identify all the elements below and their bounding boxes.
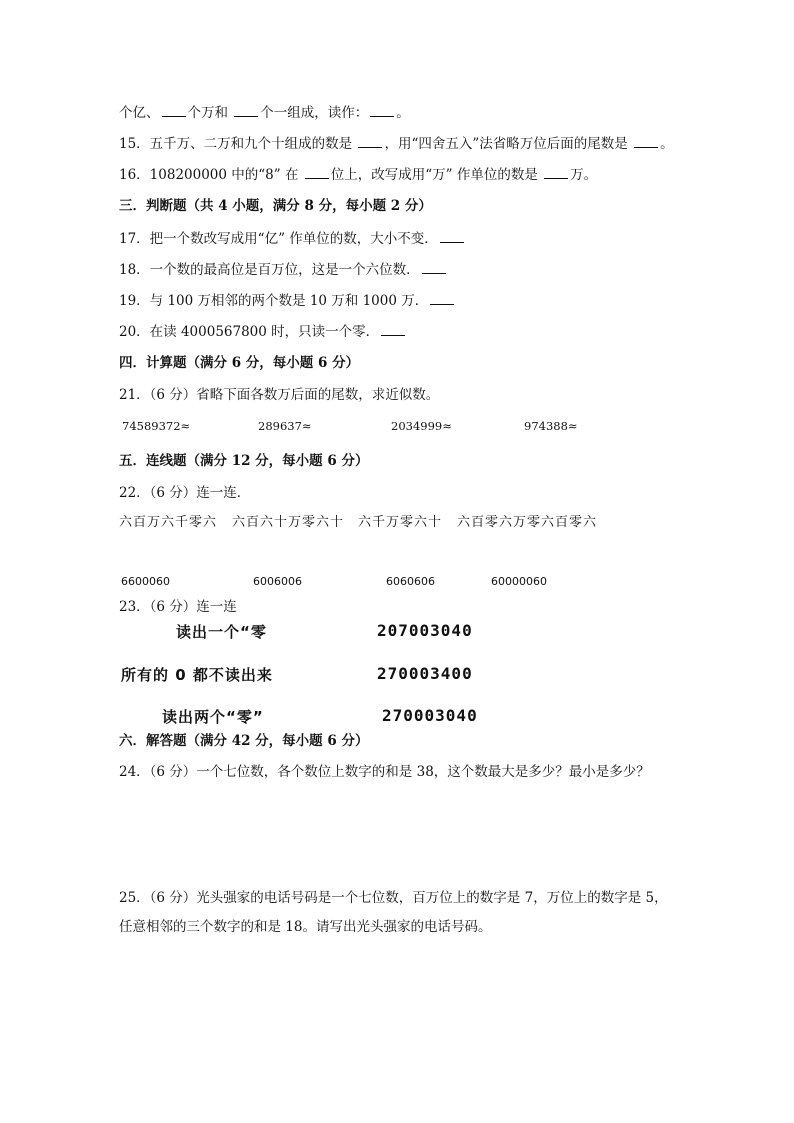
- q22-word: 六百六十万零六十: [232, 515, 345, 530]
- q22-number: 6600060: [121, 575, 170, 588]
- answer-blank[interactable]: [430, 292, 454, 305]
- q22-word: 六百万六千零六: [119, 515, 218, 530]
- section-4-heading: 四．计算题（满分 6 分，每小题 6 分）: [119, 355, 360, 371]
- q22-number: 6006006: [253, 575, 302, 588]
- q23-right-item: 207003040: [377, 621, 473, 640]
- answer-blank[interactable]: [234, 104, 258, 117]
- answer-blank[interactable]: [162, 104, 186, 117]
- question-15: 15．五千万、二万和九个十组成的数是 ，用“四舍五入”法省略万位后面的尾数是 。: [119, 136, 674, 152]
- question-25-line-2: 任意相邻的三个数字的和是 18。请写出光头强家的电话号码。: [119, 919, 492, 935]
- section-5-heading: 五．连线题（满分 12 分，每小题 6 分）: [119, 453, 369, 469]
- q21-item: 974388≈: [524, 419, 578, 433]
- q23-left-item: 读出两个“零”: [162, 708, 264, 726]
- q23-right-item: 270003040: [382, 706, 478, 725]
- answer-blank[interactable]: [381, 323, 405, 336]
- question-23: 23．（6 分）连一连: [119, 599, 237, 615]
- q21-item: 74589372≈: [122, 419, 191, 433]
- section-3-heading: 三．判断题（共 4 小题，满分 8 分，每小题 2 分）: [119, 198, 432, 214]
- question-16: 16．108200000 中的“8” 在 位上，改写成用“万” 作单位的数是 万。: [119, 167, 598, 183]
- question-25-line-1: 25．（6 分）光头强家的电话号码是一个七位数，百万位上的数字是 7，万位上的数字是 5，: [119, 890, 668, 906]
- q22-word: 六千万零六十: [358, 515, 443, 530]
- question-24: 24．（6 分）一个七位数，各个数位上数字的和是 38，这个数最大是多少？最小是多少？: [119, 764, 650, 780]
- q22-number: 6060606: [386, 575, 435, 588]
- q21-item: 2034999≈: [391, 419, 452, 433]
- answer-blank[interactable]: [422, 261, 446, 274]
- q23-left-item: 所有的 0 都不读出来: [121, 666, 273, 684]
- q21-item: 289637≈: [258, 419, 312, 433]
- q23-left-item: 读出一个“零: [176, 623, 267, 641]
- q14-continuation: 个亿、 个万和 个一组成，读作： 。: [119, 105, 410, 121]
- answer-blank[interactable]: [305, 166, 329, 179]
- q22-number: 60000060: [491, 575, 547, 588]
- question-18: 18．一个数的最高位是百万位，这是一个六位数．: [119, 261, 448, 279]
- q23-right-item: 270003400: [377, 664, 473, 683]
- answer-blank[interactable]: [358, 135, 382, 148]
- question-19: 19．与 100 万相邻的两个数是 10 万和 1000 万．: [119, 292, 456, 310]
- answer-blank[interactable]: [634, 135, 658, 148]
- q22-word: 六百零六万零六百零六: [457, 515, 598, 530]
- section-6-heading: 六．解答题（满分 42 分，每小题 6 分）: [119, 733, 369, 749]
- question-22: 22．（6 分）连一连．: [119, 485, 251, 501]
- answer-blank[interactable]: [440, 230, 464, 243]
- question-21: 21．（6 分）省略下面各数万后面的尾数，求近似数。: [119, 387, 440, 403]
- answer-blank[interactable]: [544, 166, 568, 179]
- answer-blank[interactable]: [370, 104, 394, 117]
- question-20: 20．在读 4000567800 时，只读一个零．: [119, 323, 407, 341]
- question-17: 17．把一个数改写成用“亿” 作单位的数，大小不变．: [119, 230, 466, 248]
